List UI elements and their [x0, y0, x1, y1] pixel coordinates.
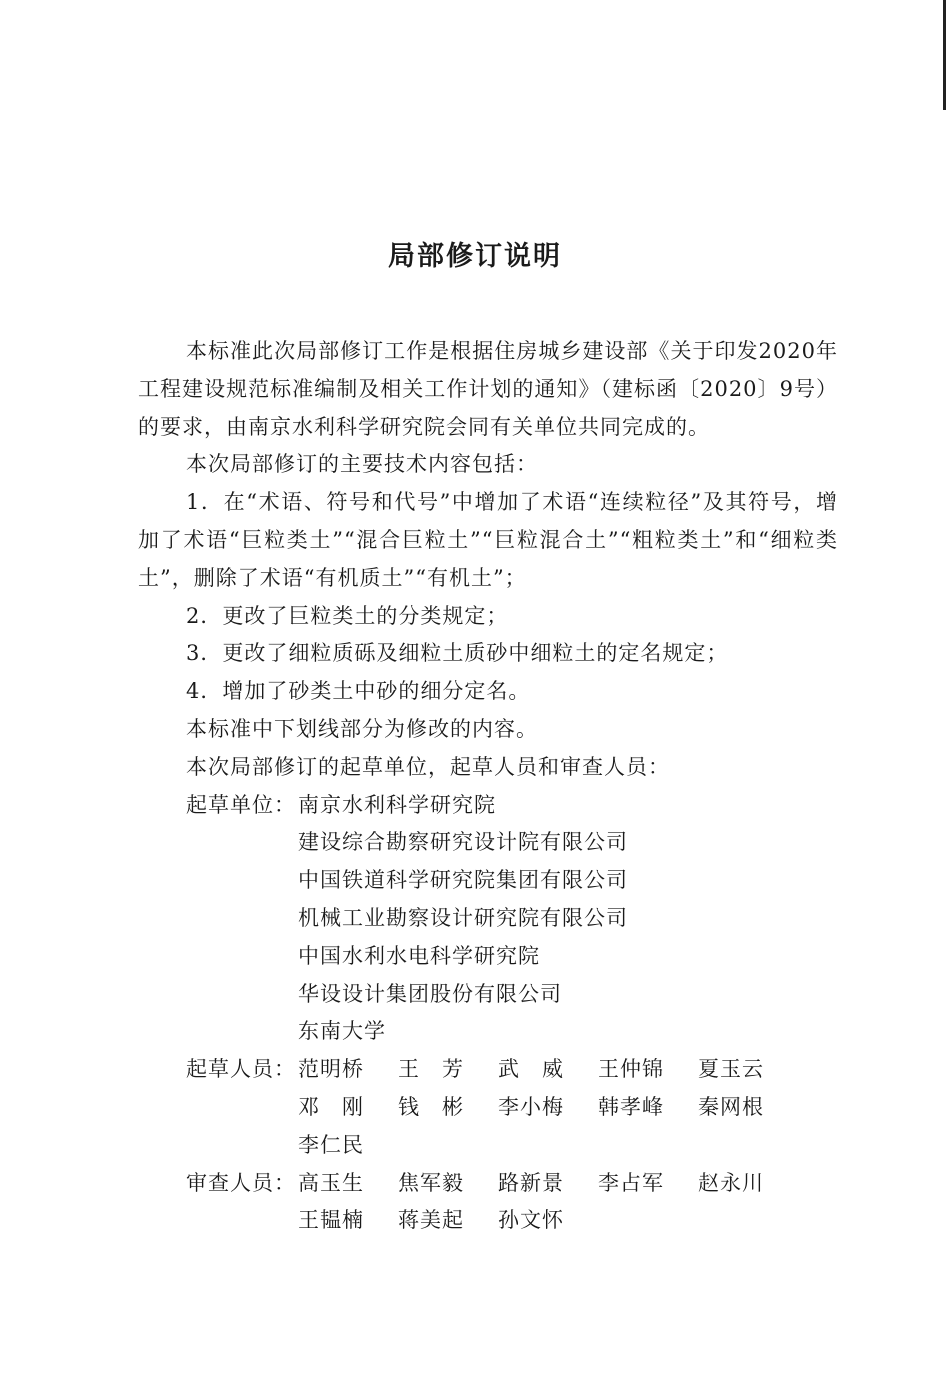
reviewers-label: 审查人员： [186, 1170, 296, 1195]
drafter-name: 邓 刚 [298, 1094, 364, 1119]
drafter-name: 范明桥 [298, 1057, 364, 1082]
reviewers-block [186, 1165, 838, 1241]
drafting-unit: 华设设计集团股份有限公司 [298, 981, 562, 1006]
drafting-units-label: 起草单位： [186, 792, 296, 817]
drafter-name: 李仁民 [298, 1132, 364, 1157]
intro-paragraph: 本标准此次局部修订工作是根据住房城乡建设部《关于印发2020年工程建设规范标准编制及相关工作计划的通知》（建标函〔2020〕9号）的要求，由南京水利科学研究院会同有关单位共同完成的。 [138, 339, 838, 439]
underline-note-paragraph: 本标准中下划线部分为修改的内容。 [186, 716, 538, 741]
drafter-name: 秦网根 [698, 1094, 764, 1119]
drafting-unit: 中国铁道科学研究院集团有限公司 [298, 868, 628, 893]
drafter-name: 李小梅 [498, 1094, 564, 1119]
document-body [138, 333, 838, 1240]
drafting-unit: 建设综合勘察研究设计院有限公司 [298, 830, 628, 855]
reviewer-name: 李占军 [598, 1170, 664, 1195]
drafting-unit: 南京水利科学研究院 [298, 792, 496, 817]
drafter-name: 夏玉云 [698, 1057, 764, 1082]
revision-item-1: 1．在“术语、符号和代号”中增加了术语“连续粒径”及其符号，增加了术语“巨粒类土”“混合巨粒土”“巨粒混合土”“粗粒类土”和“细粒类土”，删除了术语“有机质土”“有机土”； [138, 490, 838, 590]
content-lead-paragraph: 本次局部修订的主要技术内容包括： [186, 452, 538, 477]
reviewer-name: 蒋美起 [398, 1208, 464, 1233]
drafting-units-list [298, 787, 838, 1052]
drafting-unit: 东南大学 [298, 1019, 386, 1044]
reviewer-name: 孙文怀 [498, 1208, 564, 1233]
revision-item-2: 2．更改了巨粒类土的分类规定； [186, 603, 509, 628]
reviewer-name: 高玉生 [298, 1170, 364, 1195]
reviewer-name: 赵永川 [698, 1170, 764, 1195]
reviewer-name: 路新景 [498, 1170, 564, 1195]
reviewers-list [298, 1165, 838, 1241]
page-title: 局部修订说明 [388, 241, 562, 272]
drafter-name: 钱 彬 [398, 1094, 464, 1119]
drafting-unit: 机械工业勘察设计研究院有限公司 [298, 905, 628, 930]
drafter-name: 武 威 [498, 1057, 564, 1082]
reviewer-name: 王韫楠 [298, 1208, 364, 1233]
drafters-label: 起草人员： [186, 1057, 296, 1082]
page-edge-mark [943, 0, 946, 110]
drafters-list [298, 1051, 838, 1164]
drafting-units-block [186, 787, 838, 1052]
drafters-block [186, 1051, 838, 1164]
drafter-name: 王 芳 [398, 1057, 464, 1082]
reviewer-name: 焦军毅 [398, 1170, 464, 1195]
drafter-name: 韩孝峰 [598, 1094, 664, 1119]
revision-item-3: 3．更改了细粒质砾及细粒土质砂中细粒土的定名规定； [186, 641, 729, 666]
drafter-name: 王仲锦 [598, 1057, 664, 1082]
drafting-lead-paragraph: 本次局部修订的起草单位，起草人员和审查人员： [186, 754, 670, 779]
drafting-unit: 中国水利水电科学研究院 [298, 943, 540, 968]
revision-item-4: 4．增加了砂类土中砂的细分定名。 [186, 679, 531, 704]
